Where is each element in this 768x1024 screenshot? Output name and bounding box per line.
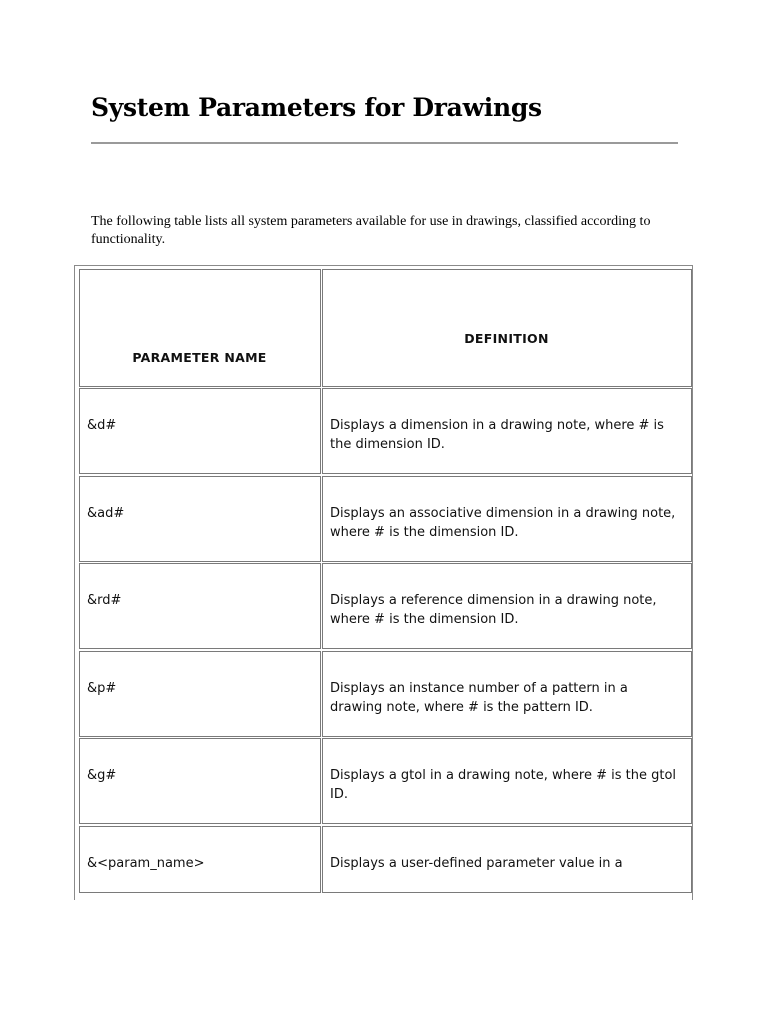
table-row-5-name-cell bbox=[79, 738, 321, 824]
table-row-3-name-cell bbox=[79, 563, 321, 649]
title-divider bbox=[91, 142, 678, 144]
table-row-2-name-cell bbox=[79, 476, 321, 562]
table-row-6-name-cell bbox=[79, 826, 321, 893]
parameter-definition: Displays an instance number of a pattern in a drawing note, where # is the pattern ID. bbox=[330, 681, 628, 715]
parameter-definition: Displays a dimension in a drawing note, where # is the dimension ID. bbox=[330, 418, 664, 452]
parameter-name: &<param_name> bbox=[87, 856, 205, 871]
parameter-name: &p# bbox=[87, 681, 117, 696]
parameters-table bbox=[74, 265, 693, 900]
parameter-name: &ad# bbox=[87, 506, 125, 521]
table-row-1-name-cell bbox=[79, 388, 321, 474]
parameter-definition: Displays a reference dimension in a drawing note, where # is the dimension ID. bbox=[330, 593, 657, 627]
parameter-definition: Displays an associative dimension in a drawing note, where # is the dimension ID. bbox=[330, 506, 676, 540]
header-label-parameter-name: PARAMETER NAME bbox=[132, 350, 267, 365]
parameter-name: &g# bbox=[87, 768, 117, 783]
parameter-name: &rd# bbox=[87, 593, 122, 608]
header-label-definition: DEFINITION bbox=[464, 331, 549, 346]
header-cell-definition bbox=[322, 269, 692, 387]
table-row-2-definition-cell bbox=[322, 476, 692, 562]
parameter-definition: Displays a gtol in a drawing note, where # is the gtol ID. bbox=[330, 768, 677, 802]
parameter-definition: Displays a user-defined parameter value in a bbox=[330, 856, 623, 871]
table-row-4-definition-cell bbox=[322, 651, 692, 737]
intro-paragraph: The following table lists all system parameters available for use in drawings, classified according to functionality. bbox=[91, 214, 651, 247]
table-row-5-definition-cell bbox=[322, 738, 692, 824]
parameter-name: &d# bbox=[87, 418, 117, 433]
table-row-3-definition-cell bbox=[322, 563, 692, 649]
header-cell-parameter-name bbox=[79, 269, 321, 387]
table-row-4-name-cell bbox=[79, 651, 321, 737]
table-row-6-definition-cell bbox=[322, 826, 692, 893]
table-row-1-definition-cell bbox=[322, 388, 692, 474]
page-title: System Parameters for Drawings bbox=[91, 93, 542, 122]
